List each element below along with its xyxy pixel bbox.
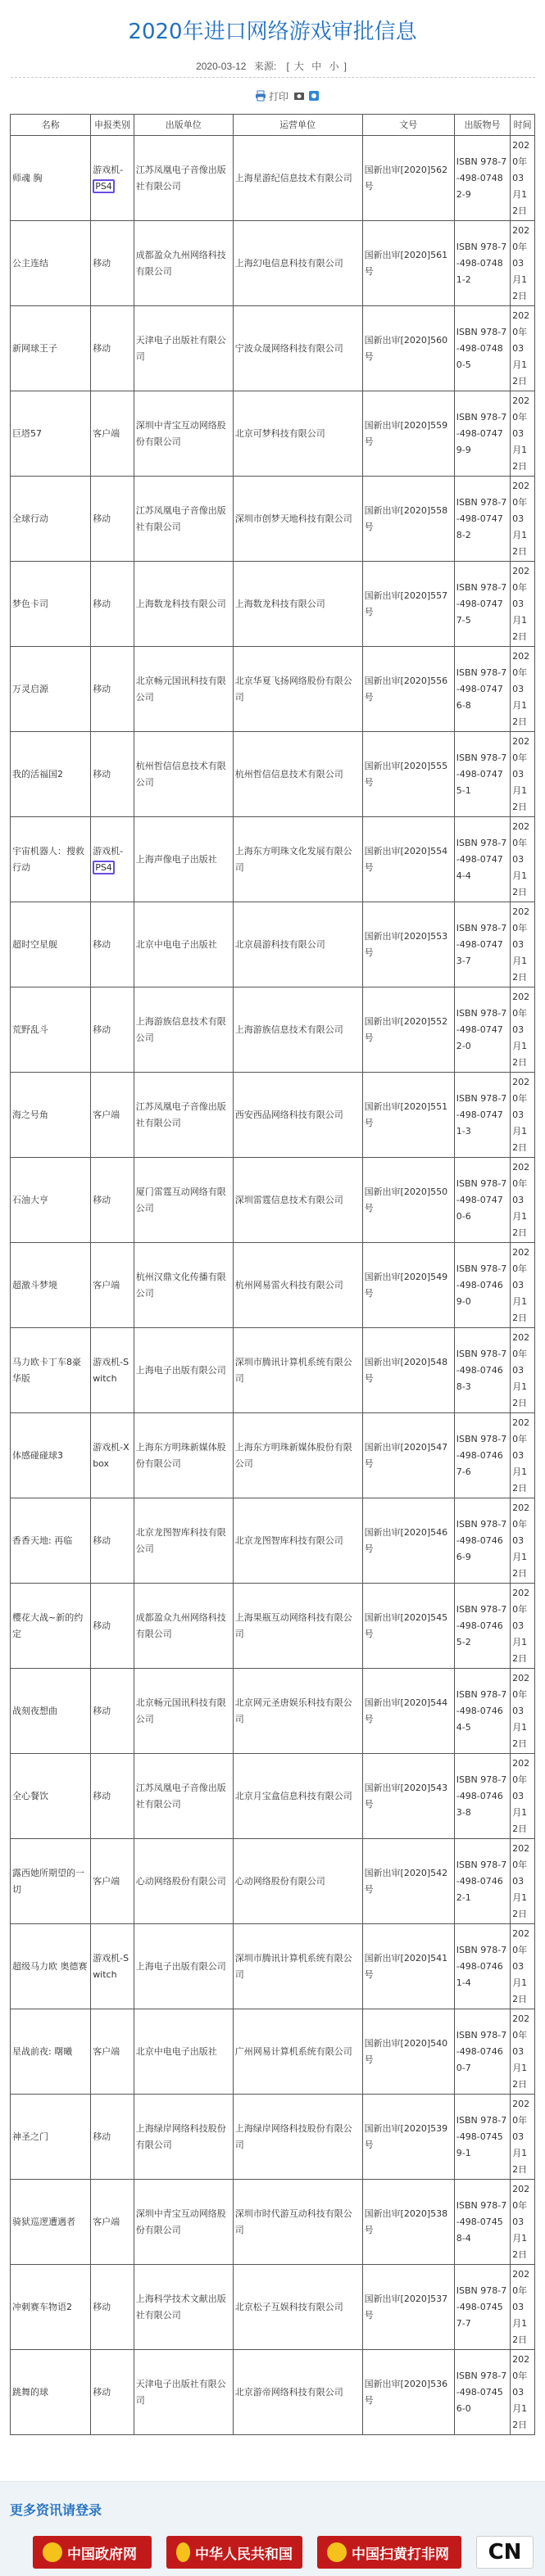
cell-date: 2020年03月12日 [511, 1669, 535, 1754]
cell-isbn: ISBN 978-7-498-07476-8 [454, 647, 510, 732]
cell-date: 2020年03月12日 [511, 2095, 535, 2180]
more-info-footer [0, 2481, 545, 2576]
type-label: 移动 [93, 2386, 111, 2397]
table-row [11, 647, 535, 732]
cell-operator: 北京晨游科技有限公司 [233, 902, 362, 987]
publish-date: 2020-03-12 [196, 61, 247, 72]
cell-isbn: ISBN 978-7-498-07478-2 [454, 477, 510, 562]
cell-publisher: 上海科学技术文献出版社有限公司 [134, 2265, 233, 2350]
cell-publisher: 上海游族信息技术有限公司 [134, 987, 233, 1073]
cell-name: 神圣之门 [11, 2095, 91, 2180]
cell-publisher: 江苏凤凰电子音像出版社有限公司 [134, 1073, 233, 1158]
cell-name: 战刻夜想曲 [11, 1669, 91, 1754]
cell-publisher: 北京中电电子出版社 [134, 2009, 233, 2095]
cell-date: 2020年03月12日 [511, 1584, 535, 1669]
footer-link-shdf[interactable] [317, 2536, 461, 2569]
footer-link-prc-label: 中华人民共和国 [195, 2546, 293, 2563]
footer-link-shdf-label: 中国扫黄打非网 [352, 2546, 449, 2563]
table-row [11, 1073, 535, 1158]
cell-type [91, 2180, 134, 2265]
type-label: 移动 [93, 768, 111, 780]
cell-name: 香香天地: 再临 [11, 1498, 91, 1584]
footer-link-gov-label: 中国政府网 [67, 2546, 137, 2563]
cell-approval: 国新出审[2020]559号 [362, 391, 454, 477]
cell-type [91, 1158, 134, 1243]
cell-isbn: ISBN 978-7-498-07462-1 [454, 1839, 510, 1924]
cell-publisher: 天津电子出版社有限公司 [134, 306, 233, 391]
cell-date: 2020年03月12日 [511, 902, 535, 987]
cell-publisher: 上海数龙科技有限公司 [134, 562, 233, 647]
cell-publisher: 天津电子出版社有限公司 [134, 2350, 233, 2435]
cell-date: 2020年03月12日 [511, 2009, 535, 2095]
cell-operator: 深圳市创梦天地科技有限公司 [233, 477, 362, 562]
cell-name: 新网球王子 [11, 306, 91, 391]
type-label: 移动 [93, 342, 111, 354]
cell-date: 2020年03月12日 [511, 647, 535, 732]
cell-name: 万灵启源 [11, 647, 91, 732]
table-row [11, 2009, 535, 2095]
cell-approval: 国新出审[2020]552号 [362, 987, 454, 1073]
cell-name: 体感碰碰球3 [11, 1413, 91, 1498]
cell-type [91, 2009, 134, 2095]
cell-operator: 上海幻电信息科技有限公司 [233, 221, 362, 306]
cell-isbn: ISBN 978-7-498-07465-2 [454, 1584, 510, 1669]
cell-approval: 国新出审[2020]538号 [362, 2180, 454, 2265]
cell-operator: 北京月宝盒信息科技有限公司 [233, 1754, 362, 1839]
cell-operator: 上海绿岸网络科技股份有限公司 [233, 2095, 362, 2180]
table-row [11, 1839, 535, 1924]
table-row [11, 306, 535, 391]
header-name: 名称 [11, 115, 91, 136]
table-row [11, 1924, 535, 2009]
cell-isbn: ISBN 978-7-498-07464-5 [454, 1669, 510, 1754]
cell-type [91, 1328, 134, 1413]
cell-name: 骑狱巡逻遭遇者 [11, 2180, 91, 2265]
cell-date: 2020年03月12日 [511, 2350, 535, 2435]
cell-isbn: ISBN 978-7-498-07467-6 [454, 1413, 510, 1498]
cell-type [91, 391, 134, 477]
cell-isbn: ISBN 978-7-498-07466-9 [454, 1498, 510, 1584]
cell-type [91, 817, 134, 902]
cell-operator: 北京网元圣唐娱乐科技有限公司 [233, 1669, 362, 1754]
cell-isbn: ISBN 978-7-498-07456-0 [454, 2350, 510, 2435]
table-row [11, 1413, 535, 1498]
cell-publisher: 厦门雷霆互动网络有限公司 [134, 1158, 233, 1243]
cell-publisher: 北京龙图智库科技有限公司 [134, 1498, 233, 1584]
cell-isbn: ISBN 978-7-498-07477-5 [454, 562, 510, 647]
cell-operator: 深圳市时代游互动科技有限公司 [233, 2180, 362, 2265]
footer-link-cn-label: CN [488, 2540, 522, 2565]
cell-name: 师魂 胸 [11, 136, 91, 221]
cell-operator: 心动网络股份有限公司 [233, 1839, 362, 1924]
cell-name: 我的活福国2 [11, 732, 91, 817]
cell-name: 梦色卡司 [11, 562, 91, 647]
cell-name: 公主连结 [11, 221, 91, 306]
game-approval-table [10, 114, 535, 2435]
cell-date: 2020年03月12日 [511, 2180, 535, 2265]
cell-publisher: 心动网络股份有限公司 [134, 1839, 233, 1924]
table-body [11, 136, 535, 2435]
cell-isbn: ISBN 978-7-498-07480-5 [454, 306, 510, 391]
cell-type [91, 1073, 134, 1158]
cell-date: 2020年03月12日 [511, 2265, 535, 2350]
cell-date: 2020年03月12日 [511, 1243, 535, 1328]
cell-date: 2020年03月12日 [511, 1073, 535, 1158]
platform-highlight: PS4 [93, 861, 115, 874]
cell-isbn: ISBN 978-7-498-07457-7 [454, 2265, 510, 2350]
cell-publisher: 上海声像电子出版社 [134, 817, 233, 902]
cell-publisher: 上海电子出版有限公司 [134, 1328, 233, 1413]
font-size-close: ] [343, 61, 347, 72]
cell-isbn: ISBN 978-7-498-07482-9 [454, 136, 510, 221]
type-label: 游戏机-Switch [93, 1356, 129, 1384]
cell-publisher: 深圳中青宝互动网络股份有限公司 [134, 391, 233, 477]
type-label: 客户端 [93, 427, 120, 439]
cell-name: 宇宙机器人：搜救行动 [11, 817, 91, 902]
cell-isbn: ISBN 978-7-498-07474-4 [454, 817, 510, 902]
print-button[interactable] [255, 89, 290, 103]
footer-link-prc[interactable] [166, 2536, 302, 2569]
table-row [11, 1158, 535, 1243]
toolbar [0, 78, 545, 114]
cell-publisher: 成都盈众九州网络科技有限公司 [134, 221, 233, 306]
emblem-icon [176, 2542, 190, 2562]
cell-publisher: 成都盈众九州网络科技有限公司 [134, 1584, 233, 1669]
cell-date: 2020年03月12日 [511, 1158, 535, 1243]
table-row [11, 1754, 535, 1839]
table-header-row [11, 115, 535, 136]
cell-publisher: 江苏凤凰电子音像出版社有限公司 [134, 136, 233, 221]
font-size-medium[interactable]: 中 [311, 61, 322, 72]
type-label: 游戏机- [93, 164, 124, 175]
cell-isbn: ISBN 978-7-498-07461-4 [454, 1924, 510, 2009]
cell-approval: 国新出审[2020]555号 [362, 732, 454, 817]
footer-link-cn[interactable] [476, 2536, 534, 2569]
emblem-icon [43, 2542, 62, 2562]
cell-name: 全球行动 [11, 477, 91, 562]
cell-operator: 北京龙图智库科技有限公司 [233, 1498, 362, 1584]
cell-publisher: 杭州汉鼎文化传播有限公司 [134, 1243, 233, 1328]
cell-approval: 国新出审[2020]540号 [362, 2009, 454, 2095]
cell-name: 全心餐饮 [11, 1754, 91, 1839]
cell-name: 跳舞的球 [11, 2350, 91, 2435]
cell-date: 2020年03月12日 [511, 477, 535, 562]
cell-isbn: ISBN 978-7-498-07460-7 [454, 2009, 510, 2095]
cell-operator: 北京可梦科技有限公司 [233, 391, 362, 477]
cell-approval: 国新出审[2020]537号 [362, 2265, 454, 2350]
table-row [11, 2350, 535, 2435]
cell-date: 2020年03月12日 [511, 1839, 535, 1924]
cell-type [91, 987, 134, 1073]
cell-date: 2020年03月12日 [511, 817, 535, 902]
cell-type [91, 1754, 134, 1839]
cell-approval: 国新出审[2020]561号 [362, 221, 454, 306]
font-size-switch [284, 61, 349, 72]
footer-link-gov[interactable] [33, 2536, 152, 2569]
cell-name: 海之号角 [11, 1073, 91, 1158]
header-isbn: 出版物号 [454, 115, 510, 136]
cell-isbn: ISBN 978-7-498-07471-3 [454, 1073, 510, 1158]
table-row [11, 732, 535, 817]
cell-type [91, 1413, 134, 1498]
cell-isbn: ISBN 978-7-498-07472-0 [454, 987, 510, 1073]
cell-approval: 国新出审[2020]541号 [362, 1924, 454, 2009]
type-label: 移动 [93, 2131, 111, 2142]
type-label: 客户端 [93, 1875, 120, 1887]
platform-highlight: PS4 [93, 179, 115, 193]
cell-date: 2020年03月12日 [511, 1328, 535, 1413]
type-label: 游戏机- [93, 845, 124, 856]
cell-date: 2020年03月12日 [511, 1498, 535, 1584]
type-label: 移动 [93, 1705, 111, 1716]
cell-type [91, 1584, 134, 1669]
cell-isbn: ISBN 978-7-498-07475-1 [454, 732, 510, 817]
cell-approval: 国新出审[2020]549号 [362, 1243, 454, 1328]
cell-type [91, 1498, 134, 1584]
type-label: 移动 [93, 1620, 111, 1631]
cell-publisher: 杭州哲信信息技术有限公司 [134, 732, 233, 817]
cell-publisher: 北京畅元国讯科技有限公司 [134, 1669, 233, 1754]
cell-approval: 国新出审[2020]551号 [362, 1073, 454, 1158]
cell-approval: 国新出审[2020]558号 [362, 477, 454, 562]
table-row [11, 562, 535, 647]
type-label: 移动 [93, 1194, 111, 1205]
article-meta [0, 56, 545, 77]
cell-operator: 上海东方明珠新媒体股份有限公司 [233, 1413, 362, 1498]
cell-approval: 国新出审[2020]557号 [362, 562, 454, 647]
cell-operator: 宁波众晟网络科技有限公司 [233, 306, 362, 391]
cell-type [91, 647, 134, 732]
table-row [11, 221, 535, 306]
cell-type [91, 562, 134, 647]
cell-type [91, 221, 134, 306]
cell-approval: 国新出审[2020]554号 [362, 817, 454, 902]
cell-publisher: 上海电子出版有限公司 [134, 1924, 233, 2009]
table-row [11, 2095, 535, 2180]
header-type: 申报类别 [91, 115, 134, 136]
cell-isbn: ISBN 978-7-498-07469-0 [454, 1243, 510, 1328]
cell-operator: 上海星游纪信息技术有限公司 [233, 136, 362, 221]
type-label: 移动 [93, 598, 111, 609]
cell-date: 2020年03月12日 [511, 136, 535, 221]
cell-isbn: ISBN 978-7-498-07479-9 [454, 391, 510, 477]
type-label: 移动 [93, 1024, 111, 1035]
type-label: 移动 [93, 513, 111, 524]
font-size-large[interactable]: 大 [293, 61, 304, 72]
cell-publisher: 北京中电电子出版社 [134, 902, 233, 987]
table-row [11, 477, 535, 562]
cell-date: 2020年03月12日 [511, 1924, 535, 2009]
shield-icon [327, 2542, 347, 2562]
cell-approval: 国新出审[2020]545号 [362, 1584, 454, 1669]
type-label: 移动 [93, 683, 111, 694]
cell-isbn: ISBN 978-7-498-07473-7 [454, 902, 510, 987]
cell-operator: 深圳雷霆信息技术有限公司 [233, 1158, 362, 1243]
header-date: 时间 [511, 115, 535, 136]
cell-name: 超时空星舰 [11, 902, 91, 987]
cell-name: 石油大亨 [11, 1158, 91, 1243]
cell-publisher: 江苏凤凰电子音像出版社有限公司 [134, 1754, 233, 1839]
cell-type [91, 2350, 134, 2435]
cell-approval: 国新出审[2020]539号 [362, 2095, 454, 2180]
cell-approval: 国新出审[2020]544号 [362, 1669, 454, 1754]
cell-approval: 国新出审[2020]560号 [362, 306, 454, 391]
cell-isbn: ISBN 978-7-498-07470-6 [454, 1158, 510, 1243]
share-button[interactable] [308, 90, 320, 102]
type-label: 客户端 [93, 1109, 120, 1120]
cell-publisher: 江苏凤凰电子音像出版社有限公司 [134, 477, 233, 562]
header-publisher: 出版单位 [134, 115, 233, 136]
header-approval: 文号 [362, 115, 454, 136]
cell-isbn: ISBN 978-7-498-07459-1 [454, 2095, 510, 2180]
cell-name: 超激斗梦境 [11, 1243, 91, 1328]
table-row [11, 817, 535, 902]
table-row [11, 391, 535, 477]
cell-operator: 北京华夏飞扬网络股份有限公司 [233, 647, 362, 732]
cell-type [91, 1839, 134, 1924]
type-label: 游戏机-Switch [93, 1952, 129, 1980]
cell-publisher: 北京畅元国讯科技有限公司 [134, 647, 233, 732]
cell-approval: 国新出审[2020]548号 [362, 1328, 454, 1413]
cell-approval: 国新出审[2020]556号 [362, 647, 454, 732]
cell-operator: 上海数龙科技有限公司 [233, 562, 362, 647]
cell-date: 2020年03月12日 [511, 987, 535, 1073]
type-label: 客户端 [93, 2216, 120, 2227]
cell-approval: 国新出审[2020]553号 [362, 902, 454, 987]
cell-isbn: ISBN 978-7-498-07481-2 [454, 221, 510, 306]
cell-approval: 国新出审[2020]536号 [362, 2350, 454, 2435]
cell-type [91, 1669, 134, 1754]
cell-operator: 深圳市腾讯计算机系统有限公司 [233, 1328, 362, 1413]
cell-name: 超级马力欧 奥德赛 [11, 1924, 91, 2009]
type-label: 客户端 [93, 2045, 120, 2057]
cell-type [91, 1243, 134, 1328]
cell-operator: 西安西品网络科技有限公司 [233, 1073, 362, 1158]
cell-name: 樱花大战~新的约定 [11, 1584, 91, 1669]
cell-operator: 北京游帝网络科技有限公司 [233, 2350, 362, 2435]
share-icon [308, 90, 320, 102]
cell-type [91, 1924, 134, 2009]
cell-approval: 国新出审[2020]562号 [362, 136, 454, 221]
cell-name: 荒野乱斗 [11, 987, 91, 1073]
table-row [11, 987, 535, 1073]
cell-isbn: ISBN 978-7-498-07468-3 [454, 1328, 510, 1413]
cell-name: 巨塔57 [11, 391, 91, 477]
cell-operator: 杭州网易雷火科技有限公司 [233, 1243, 362, 1328]
cell-type [91, 2265, 134, 2350]
cell-approval: 国新出审[2020]543号 [362, 1754, 454, 1839]
cell-operator: 广州网易计算机系统有限公司 [233, 2009, 362, 2095]
camera-icon [293, 90, 305, 102]
table-row [11, 1243, 535, 1328]
cell-date: 2020年03月12日 [511, 1754, 535, 1839]
cell-date: 2020年03月12日 [511, 1413, 535, 1498]
cell-name: 马力欧卡丁车8豪华版 [11, 1328, 91, 1413]
cell-publisher: 上海绿岸网络科技股份有限公司 [134, 2095, 233, 2180]
cell-type [91, 136, 134, 221]
cell-isbn: ISBN 978-7-498-07463-8 [454, 1754, 510, 1839]
more-info-title: 更多资讯请登录 [10, 2502, 102, 2518]
font-size-open: [ [286, 61, 289, 72]
cell-operator: 北京松子互娱科技有限公司 [233, 2265, 362, 2350]
footer-links [33, 2536, 534, 2569]
cell-approval: 国新出审[2020]546号 [362, 1498, 454, 1584]
cell-type [91, 2095, 134, 2180]
cell-operator: 杭州哲信信息技术有限公司 [233, 732, 362, 817]
type-label: 移动 [93, 1790, 111, 1801]
source-label: 来源: [253, 61, 277, 72]
type-label: 客户端 [93, 1279, 120, 1290]
cell-date: 2020年03月12日 [511, 391, 535, 477]
cell-operator: 深圳市腾讯计算机系统有限公司 [233, 1924, 362, 2009]
type-label: 移动 [93, 2301, 111, 2312]
header-operator: 运营单位 [233, 115, 362, 136]
cell-approval: 国新出审[2020]550号 [362, 1158, 454, 1243]
table-row [11, 136, 535, 221]
cell-type [91, 306, 134, 391]
cell-publisher: 上海东方明珠新媒体股份有限公司 [134, 1413, 233, 1498]
cell-operator: 上海东方明珠文化发展有限公司 [233, 817, 362, 902]
type-label: 游戏机-Xbox [93, 1441, 129, 1469]
camera-button[interactable] [293, 90, 305, 102]
table-row [11, 902, 535, 987]
type-label: 移动 [93, 257, 111, 269]
cell-operator: 上海果瓶互动网络科技有限公司 [233, 1584, 362, 1669]
cell-approval: 国新出审[2020]547号 [362, 1413, 454, 1498]
cell-name: 冲刺赛车物语2 [11, 2265, 91, 2350]
printer-icon [255, 90, 266, 102]
table-row [11, 2180, 535, 2265]
print-label: 打印 [268, 90, 288, 102]
page-title: 2020年进口网络游戏审批信息 [128, 20, 417, 44]
cell-approval: 国新出审[2020]542号 [362, 1839, 454, 1924]
cell-type [91, 477, 134, 562]
font-size-small[interactable]: 小 [329, 61, 339, 72]
table-row [11, 2265, 535, 2350]
type-label: 移动 [93, 938, 111, 950]
cell-date: 2020年03月12日 [511, 732, 535, 817]
cell-operator: 上海游族信息技术有限公司 [233, 987, 362, 1073]
cell-type [91, 732, 134, 817]
cell-name: 露西她所期望的一切 [11, 1839, 91, 1924]
table-row [11, 1584, 535, 1669]
cell-publisher: 深圳中青宝互动网络股份有限公司 [134, 2180, 233, 2265]
table-row [11, 1498, 535, 1584]
cell-date: 2020年03月12日 [511, 562, 535, 647]
table-row [11, 1669, 535, 1754]
cell-isbn: ISBN 978-7-498-07458-4 [454, 2180, 510, 2265]
cell-date: 2020年03月12日 [511, 306, 535, 391]
cell-type [91, 902, 134, 987]
table-row [11, 1328, 535, 1413]
cell-date: 2020年03月12日 [511, 221, 535, 306]
type-label: 移动 [93, 1534, 111, 1546]
cell-name: 星战前夜: 曙曦 [11, 2009, 91, 2095]
